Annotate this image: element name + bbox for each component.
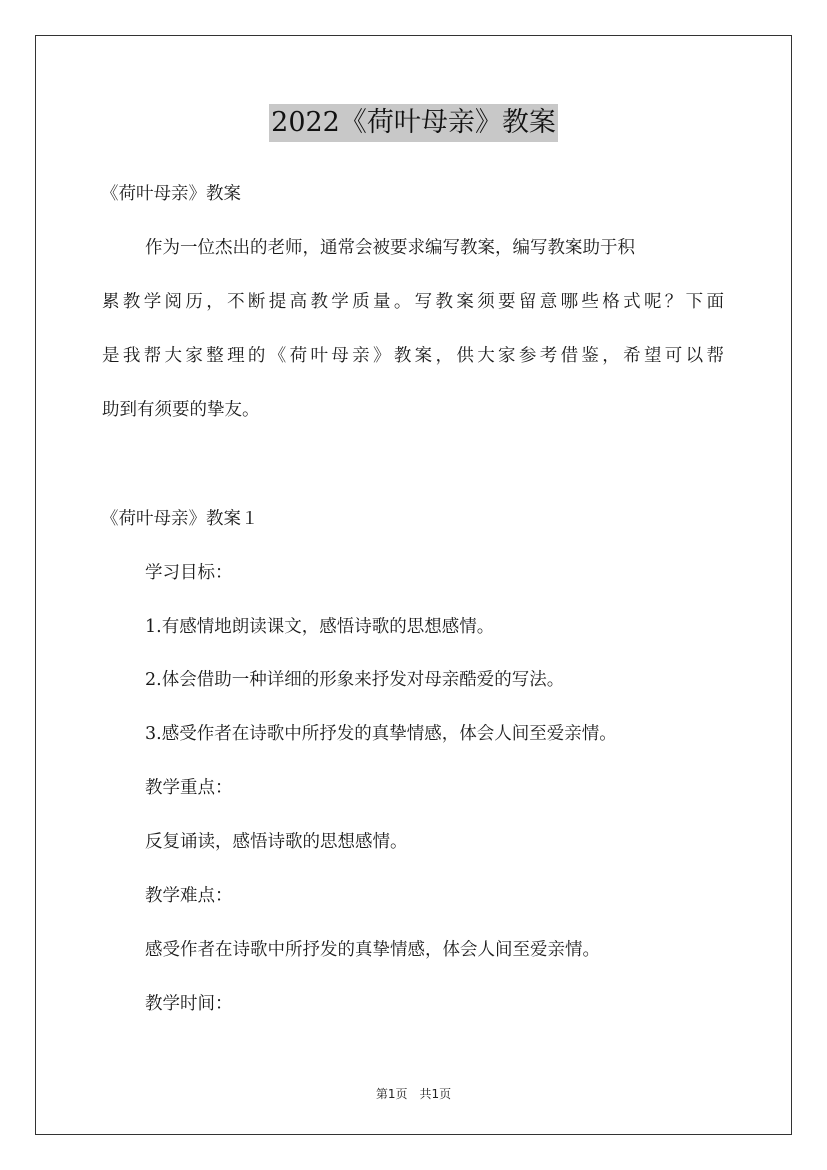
intro-line-4: 助到有须要的挚友。: [102, 400, 260, 420]
document-title: 2022《荷叶母亲》教案: [269, 104, 558, 142]
intro-line-1: 作为一位杰出的老师，通常会被要求编写教案，编写教案助于积: [145, 238, 635, 258]
body-line-5: 教学重点：: [145, 778, 233, 798]
body-line-4: 3.感受作者在诗歌中所抒发的真挚情感，体会人间至爱亲情。: [145, 724, 617, 744]
body-line-9: 教学时间：: [145, 994, 233, 1014]
body-line-3: 2.体会借助一种详细的形象来抒发对母亲酷爱的写法。: [145, 670, 565, 690]
intro-line-2: 累教学阅历，不断提高教学质量。写教案须要留意哪些格式呢？下面: [102, 292, 724, 312]
page-footer: 第1页 共1页: [375, 1087, 452, 1101]
body-line-7: 教学难点：: [145, 886, 233, 906]
title-container: [0, 104, 827, 142]
body-line-1: 学习目标：: [145, 563, 233, 583]
body-line-6: 反复诵读，感悟诗歌的思想感情。: [145, 832, 408, 852]
body-line-2: 1.有感情地朗读课文，感悟诗歌的思想感情。: [145, 617, 495, 637]
intro-line-3: 是我帮大家整理的《荷叶母亲》教案，供大家参考借鉴，希望可以帮: [102, 346, 724, 366]
section-heading: 《荷叶母亲》教案１: [101, 509, 259, 529]
body-line-8: 感受作者在诗歌中所抒发的真挚情感，体会人间至爱亲情。: [145, 940, 600, 960]
document-subtitle: 《荷叶母亲》教案: [101, 184, 241, 204]
